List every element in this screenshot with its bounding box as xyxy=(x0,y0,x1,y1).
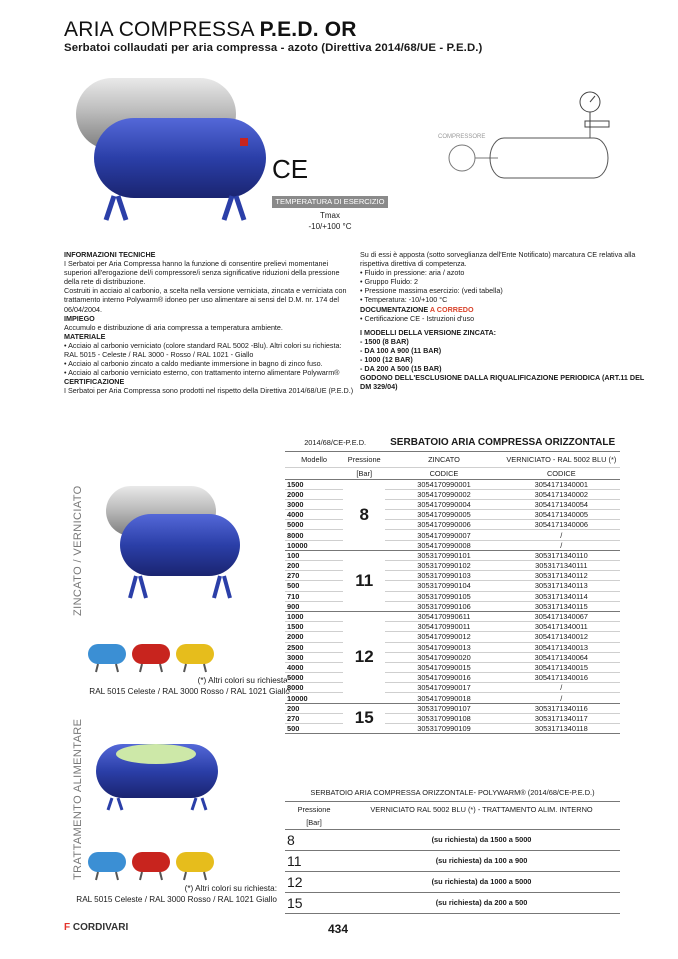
svg-text:CE: CE xyxy=(272,154,309,182)
verniciato-code-cell: 3054171340067 xyxy=(503,611,620,621)
brand-logo: F CORDIVARI xyxy=(64,922,129,933)
zincato-code-cell: 3053170990109 xyxy=(385,724,502,734)
zincato-code-cell: 3053170990106 xyxy=(385,601,502,611)
model-cell: 500 xyxy=(285,724,343,734)
side-label-alimentare: TRATTAMENTO ALIMENTARE xyxy=(72,718,84,880)
page-subtitle: Serbatoi collaudati per aria compressa - azoto (Direttiva 2014/68/UE - P.E.D.) xyxy=(64,42,483,54)
model-cell: 270 xyxy=(285,571,343,581)
model-cell: 5000 xyxy=(285,520,343,530)
verniciato-code-cell: 3053171340113 xyxy=(503,581,620,591)
verniciato-code-cell: 3054171340006 xyxy=(503,520,620,530)
table-row xyxy=(285,530,620,540)
model-cell: 3000 xyxy=(285,652,343,662)
table-row xyxy=(285,479,620,489)
table-row xyxy=(285,591,620,601)
side-label-zincato: ZINCATO / VERNICIATO xyxy=(72,485,84,616)
model-cell: 270 xyxy=(285,713,343,723)
polywarm-tank-image xyxy=(92,740,222,812)
zincato-code-cell: 3054170990005 xyxy=(385,510,502,520)
table-row xyxy=(285,540,620,550)
color-variants-image-2 xyxy=(86,848,216,882)
verniciato-code-cell: 3054171340013 xyxy=(503,642,620,652)
verniciato-code-cell: 3054171340001 xyxy=(503,479,620,489)
ce-mark-icon xyxy=(272,154,312,182)
table-row xyxy=(285,652,620,662)
color-variants-image xyxy=(86,640,216,674)
table-row xyxy=(285,673,620,683)
model-cell: 500 xyxy=(285,581,343,591)
table-row xyxy=(285,489,620,499)
technical-info-left: INFORMAZIONI TECNICHE I Serbatoi per Aria Compressa hanno la funzione di consentire prelievi momentanei superiori all'erogazione del/i compressore/i senza significative riduzioni della pressione della rete di distribuzione. Costruiti in acciaio al carbonio, a scelta nella versione verniciata, zincata e verniciata con trattamento interno Polywarm® idoneo per uso alimentare ai sensi del D.M. nr. 174 del 06/04/2004. IMPIEGO Accumulo e distribuzione di aria compressa a temperatura ambiente. MATERIALE • Acciaio al carbonio verniciato (colore standard RAL 5002 -Blu). Altri colori su richiesta: RAL 5015 - Celeste / RAL 3000 - Rosso / RAL 1021 - Giallo • Acciaio al carbonio zincato a caldo mediante immersione in bagno di zinco fuso. • Acciaio al carbonio verniciato esterno, con trattamento interno alimentare Polywarm® CERTIFICAZIONE I Serbatoi per Aria Compressa sono prodotti nel rispetto della Direttiva 2014/68/UE (P.E.D.) xyxy=(64,250,354,396)
model-cell: 2500 xyxy=(285,642,343,652)
model-cell: 4000 xyxy=(285,510,343,520)
zincato-code-cell: 3053170990105 xyxy=(385,591,502,601)
colors-caption-1: (*) Altri colori su richiesta: RAL 5015 Celeste / RAL 3000 Rosso / RAL 1021 Giallo xyxy=(89,676,290,696)
availability-cell: (su richiesta) da 200 a 500 xyxy=(343,892,620,913)
table-row xyxy=(285,601,620,611)
zincato-code-cell: 3054170990015 xyxy=(385,662,502,672)
model-cell: 10000 xyxy=(285,540,343,550)
table-row xyxy=(285,724,620,734)
zincato-code-cell: 3054170990006 xyxy=(385,520,502,530)
availability-cell: (su richiesta) da 1500 a 5000 xyxy=(343,829,620,850)
verniciato-code-cell: 3053171340116 xyxy=(503,703,620,713)
model-cell: 200 xyxy=(285,561,343,571)
table-row xyxy=(285,642,620,652)
verniciato-code-cell: 3053171340115 xyxy=(503,601,620,611)
verniciato-code-cell: 3053171340114 xyxy=(503,591,620,601)
table-row xyxy=(285,520,620,530)
verniciato-code-cell: 3054171340012 xyxy=(503,632,620,642)
zincato-code-cell: 3054170990020 xyxy=(385,652,502,662)
polywarm-table: SERBATOIO ARIA COMPRESSA ORIZZONTALE- POLYWARM® (2014/68/CE-P.E.D.) Pressione VERNICIATO RAL 5002 BLU (*) - TRATTAMENTO ALIM. INTERNO [Bar] 8 (su richiesta) da 1500 a 5000 11 (su richiesta) da 100 a 900 12 (su richiesta) da 1000 a 5000 15 (su richiesta) da 200 a 500 xyxy=(285,785,620,914)
model-cell: 710 xyxy=(285,591,343,601)
compressor-label: COMPRESSORE xyxy=(438,134,486,140)
model-cell: 4000 xyxy=(285,662,343,672)
verniciato-code-cell: 3054171340015 xyxy=(503,662,620,672)
zincato-code-cell: 3054170990611 xyxy=(385,611,502,621)
model-cell: 1500 xyxy=(285,479,343,489)
verniciato-code-cell: / xyxy=(503,540,620,550)
table-row xyxy=(285,581,620,591)
table-row xyxy=(285,499,620,509)
zincato-code-cell: 3053170990103 xyxy=(385,571,502,581)
model-cell: 200 xyxy=(285,703,343,713)
table-row xyxy=(285,550,620,560)
model-cell: 10000 xyxy=(285,693,343,703)
zincato-code-cell: 3053170990101 xyxy=(385,550,502,560)
hero-tanks-image xyxy=(62,70,272,230)
verniciato-code-cell: 3053171340112 xyxy=(503,571,620,581)
table-row xyxy=(285,850,620,871)
colors-caption-2: (*) Altri colori su richiesta: RAL 5015 Celeste / RAL 3000 Rosso / RAL 1021 Giallo xyxy=(76,884,277,904)
table-row xyxy=(285,622,620,632)
zincato-code-cell: 3054170990017 xyxy=(385,683,502,693)
zincato-verniciato-tanks-image xyxy=(100,480,250,610)
verniciato-code-cell: 3053171340110 xyxy=(503,550,620,560)
table-row xyxy=(285,561,620,571)
zincato-code-cell: 3054170990012 xyxy=(385,632,502,642)
temperature-label: TEMPERATURA DI ESERCIZIO xyxy=(272,196,388,208)
zincato-code-cell: 3053170990104 xyxy=(385,581,502,591)
model-cell: 2000 xyxy=(285,489,343,499)
pressure-cell: 12 xyxy=(343,611,385,703)
table-row xyxy=(285,829,620,850)
zincato-code-cell: 3053170990102 xyxy=(385,561,502,571)
pressure-cell: 8 xyxy=(285,829,343,850)
model-cell: 1000 xyxy=(285,611,343,621)
verniciato-code-cell: 3054171340002 xyxy=(503,489,620,499)
availability-cell: (su richiesta) da 100 a 900 xyxy=(343,850,620,871)
pressure-cell: 15 xyxy=(285,892,343,913)
zincato-code-cell: 3054170990008 xyxy=(385,540,502,550)
verniciato-code-cell: 3054171340064 xyxy=(503,652,620,662)
compressor-schematic xyxy=(430,88,610,198)
pressure-cell: 12 xyxy=(285,871,343,892)
verniciato-code-cell: / xyxy=(503,693,620,703)
verniciato-code-cell: 3054171340016 xyxy=(503,673,620,683)
temperature-range: -10/+100 °C xyxy=(308,222,352,231)
pressure-cell: 15 xyxy=(343,703,385,734)
table-row xyxy=(285,871,620,892)
zincato-code-cell: 3053170990108 xyxy=(385,713,502,723)
table-row xyxy=(285,611,620,621)
verniciato-code-cell: 3054171340005 xyxy=(503,510,620,520)
tmax-label: Tmax xyxy=(320,211,340,220)
verniciato-code-cell: 3054171340054 xyxy=(503,499,620,509)
model-cell: 1500 xyxy=(285,622,343,632)
tank-models-table: 2014/68/CE-P.E.D. SERBATOIO ARIA COMPRESSA ORIZZONTALE Modello Pressione ZINCATO VERNICIATO - RAL 5002 BLU (*) [Bar] CODICE CODICE 1500 8 3054170990001 3054171340001 2000 3054170990002 3054171340002 3000 3054170990004 3054171340054 4000 3054170990005 3054171340005 5000 3054170990006 3054171340006 8000 3054170990007 / 10000 3054170990008 / 100 11 3053170990101 3053171340110 200 3053170990102 3053171340111 270 3053170990103 3053171340112 500 3053170990104 3053171340113 710 3053170990105 3053171340114 900 3053170990106 3053171340115 1000 12 3054170990611 3054171340067 1500 3054170990011 3054171340011 2000 3054170990012 3054171340012 2500 3054170990013 3054171340013 3000 3054170990020 3054171340064 4000 3054170990015 3054171340015 5000 3054170990016 3054171340016 8000 3054170990017 / 10000 3054170990018 / 200 15 3053170990107 3053171340116 270 3053170990108 3053171340117 500 3053170990109 3053171340118 xyxy=(285,435,620,734)
zincato-code-cell: 3054170990001 xyxy=(385,479,502,489)
model-cell: 5000 xyxy=(285,673,343,683)
table-row xyxy=(285,571,620,581)
model-cell: 3000 xyxy=(285,499,343,509)
zincato-code-cell: 3053170990107 xyxy=(385,703,502,713)
verniciato-code-cell: 3053171340118 xyxy=(503,724,620,734)
verniciato-code-cell: 3054171340011 xyxy=(503,622,620,632)
verniciato-code-cell: / xyxy=(503,683,620,693)
model-cell: 8000 xyxy=(285,530,343,540)
table-row xyxy=(285,713,620,723)
verniciato-code-cell: / xyxy=(503,530,620,540)
verniciato-code-cell: 3053171340111 xyxy=(503,561,620,571)
table-row xyxy=(285,662,620,672)
technical-info-right: Su di essi è apposta (sotto sorveglianza dell'Ente Notificato) marcatura CE relativa alla rispettiva direttiva di competenza. • Fluido in pressione: aria / azoto • Gruppo Fluido: 2 • Pressione massima esercizio: (vedi tabella) • Temperatura: -10/+100 °C DOCUMENTAZIONE A CORREDO • Certificazione CE - Istruzioni d'uso I MODELLI DELLA VERSIONE ZINCATA: - 1500 (8 BAR) - DA 100 A 900 (11 BAR) - 1000 (12 BAR) - DA 200 A 500 (15 BAR) GODONO DELL'ESCLUSIONE DALLA RIQUALIFICAZIONE PERIODICA (ART.11 DEL DM 329/04) xyxy=(360,250,645,392)
pressure-cell: 11 xyxy=(285,850,343,871)
table-row xyxy=(285,510,620,520)
zincato-code-cell: 3054170990013 xyxy=(385,642,502,652)
zincato-code-cell: 3054170990002 xyxy=(385,489,502,499)
table-row xyxy=(285,892,620,913)
pressure-cell: 8 xyxy=(343,479,385,550)
zincato-code-cell: 3054170990016 xyxy=(385,673,502,683)
table-row xyxy=(285,703,620,713)
table-row xyxy=(285,693,620,703)
model-cell: 900 xyxy=(285,601,343,611)
model-cell: 8000 xyxy=(285,683,343,693)
pressure-cell: 11 xyxy=(343,550,385,611)
zincato-code-cell: 3054170990011 xyxy=(385,622,502,632)
table-row xyxy=(285,683,620,693)
model-cell: 100 xyxy=(285,550,343,560)
table-row xyxy=(285,632,620,642)
zincato-code-cell: 3054170990004 xyxy=(385,499,502,509)
model-cell: 2000 xyxy=(285,632,343,642)
page-number: 434 xyxy=(328,922,349,936)
zincato-code-cell: 3054170990018 xyxy=(385,693,502,703)
zincato-code-cell: 3054170990007 xyxy=(385,530,502,540)
verniciato-code-cell: 3053171340117 xyxy=(503,713,620,723)
availability-cell: (su richiesta) da 1000 a 5000 xyxy=(343,871,620,892)
page-title: ARIA COMPRESSA P.E.D. OR xyxy=(64,18,357,41)
